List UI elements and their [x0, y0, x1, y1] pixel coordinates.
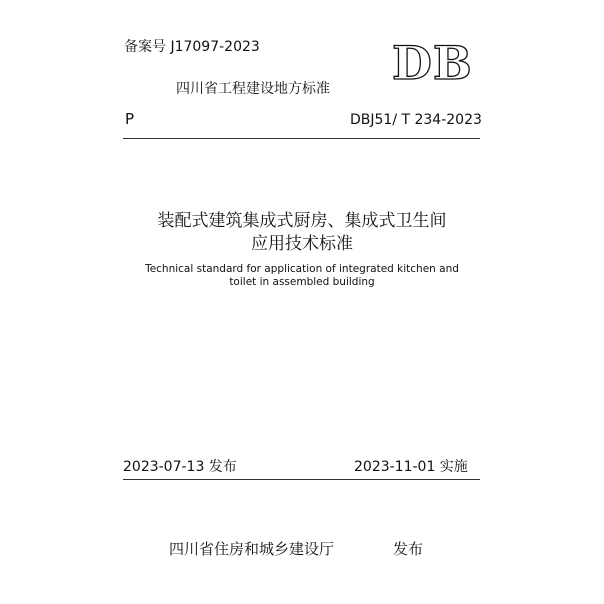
publisher: 四川省住房和城乡建设厅	[169, 540, 335, 558]
issue-date: 2023-07-13 发布	[123, 459, 237, 475]
title-en-line-1: Technical standard for application of integrated kitchen and	[145, 263, 459, 275]
record-number: 备案号 J17097-2023	[124, 39, 260, 55]
db-logo: DB	[392, 36, 473, 90]
title-cn-line-1: 装配式建筑集成式厨房、集成式卫生间	[157, 211, 447, 231]
classification-letter: P	[125, 110, 135, 128]
title-cn-line-2: 应用技术标准	[251, 234, 353, 254]
publish-label: 发布	[393, 540, 424, 558]
bottom-divider	[123, 479, 480, 480]
top-divider	[123, 138, 480, 139]
title-en-line-2: toilet in assembled building	[229, 276, 375, 288]
implement-date: 2023-11-01 实施	[354, 459, 468, 475]
standard-type: 四川省工程建设地方标准	[176, 81, 330, 97]
standard-code: DBJ51/ T 234-2023	[350, 112, 482, 128]
